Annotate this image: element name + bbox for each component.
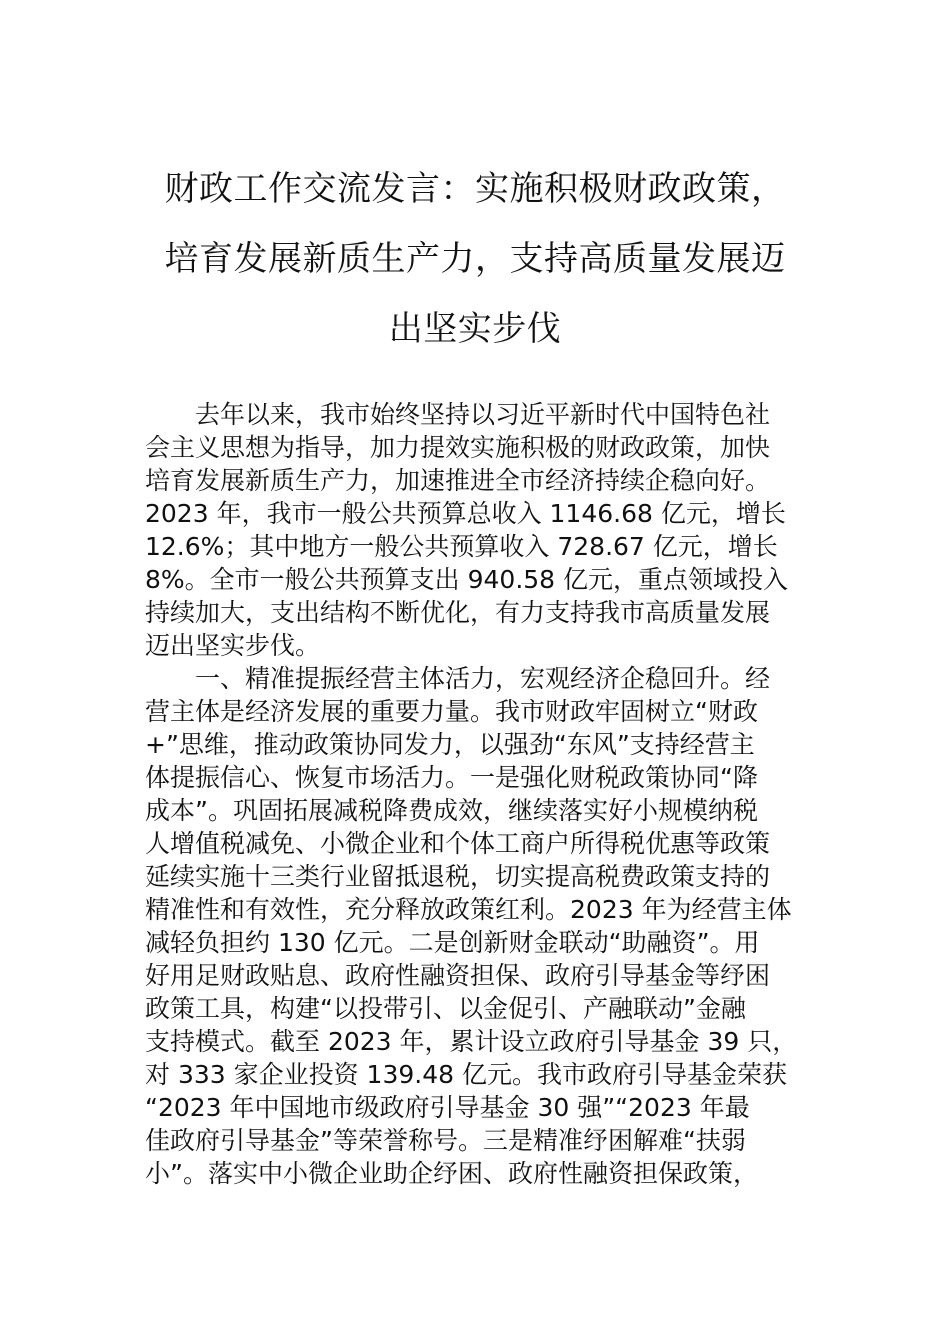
paragraph-1-line: 会主义思想为指导，加力提效实施积极的财政政策，加快 bbox=[145, 433, 771, 462]
title-line-3: 出坚实步伐 bbox=[388, 309, 562, 349]
paragraph-1-line: 持续加大，支出结构不断优化，有力支持我市高质量发展 bbox=[145, 598, 771, 627]
paragraph-2-line: 佳政府引导基金”等荣誉称号。三是精准纾困解难“扶弱 bbox=[145, 1126, 746, 1155]
paragraph-2-line: 精准性和有效性，充分释放政策红利。2023 年为经营主体 bbox=[145, 895, 792, 924]
paragraph-2-line: 小”。落实中小微企业助企纾困、政府性融资担保政策， bbox=[145, 1159, 758, 1188]
paragraph-2-line: 对 333 家企业投资 139.48 亿元。我市政府引导基金荣获 bbox=[145, 1060, 787, 1089]
paragraph-1-line: 8%。全市一般公共预算支出 940.58 亿元，重点领域投入 bbox=[145, 565, 789, 594]
paragraph-1-line: 去年以来，我市始终坚持以习近平新时代中国特色社 bbox=[195, 400, 771, 429]
paragraph-2-line: 人增值税减免、小微企业和个体工商户所得税优惠等政策 bbox=[145, 829, 771, 858]
title-line-2: 培育发展新质生产力，支持高质量发展迈 bbox=[164, 239, 786, 279]
paragraph-2-line: 体提振信心、恢复市场活力。一是强化财税政策协同“降 bbox=[145, 763, 758, 792]
paragraph-2-line: “2023 年中国地市级政府引导基金 30 强”“2023 年最 bbox=[145, 1093, 750, 1122]
paragraph-2-line: 营主体是经济发展的重要力量。我市财政牢固树立“财政 bbox=[145, 697, 758, 726]
paragraph-1-line: 2023 年，我市一般公共预算总收入 1146.68 亿元，增长 bbox=[145, 499, 786, 528]
paragraph-2-line: 好用足财政贴息、政府性融资担保、政府引导基金等纾困 bbox=[145, 961, 771, 990]
document-body bbox=[145, 398, 815, 1190]
paragraph-1-line: 培育发展新质生产力，加速推进全市经济持续企稳向好。 bbox=[145, 466, 771, 495]
paragraph-2-line: 成本”。巩固拓展减税降费成效，继续落实好小规模纳税 bbox=[145, 796, 758, 825]
paragraph-2-line: 延续实施十三类行业留抵退税，切实提高税费政策支持的 bbox=[145, 862, 771, 891]
paragraph-1-line: 迈出坚实步伐。 bbox=[145, 631, 321, 660]
paragraph-2-line: 政策工具，构建“以投带引、以金促引、产融联动”金融 bbox=[145, 994, 746, 1023]
document-title bbox=[100, 160, 850, 370]
title-line-1: 财政工作交流发言：实施积极财政政策， bbox=[164, 169, 786, 209]
paragraph-2-line: +”思维，推动政策协同发力，以强劲“东风”支持经营主 bbox=[145, 730, 755, 759]
paragraph-2-line: 减轻负担约 130 亿元。二是创新财金联动“助融资”。用 bbox=[145, 928, 760, 957]
paragraph-2-line: 支持模式。截至 2023 年，累计设立政府引导基金 39 只， bbox=[145, 1027, 798, 1056]
paragraph-2-line: 一、精准提振经营主体活力，宏观经济企稳回升。经 bbox=[195, 664, 771, 693]
paragraph-1-line: 12.6%；其中地方一般公共预算收入 728.67 亿元，增长 bbox=[145, 532, 778, 561]
